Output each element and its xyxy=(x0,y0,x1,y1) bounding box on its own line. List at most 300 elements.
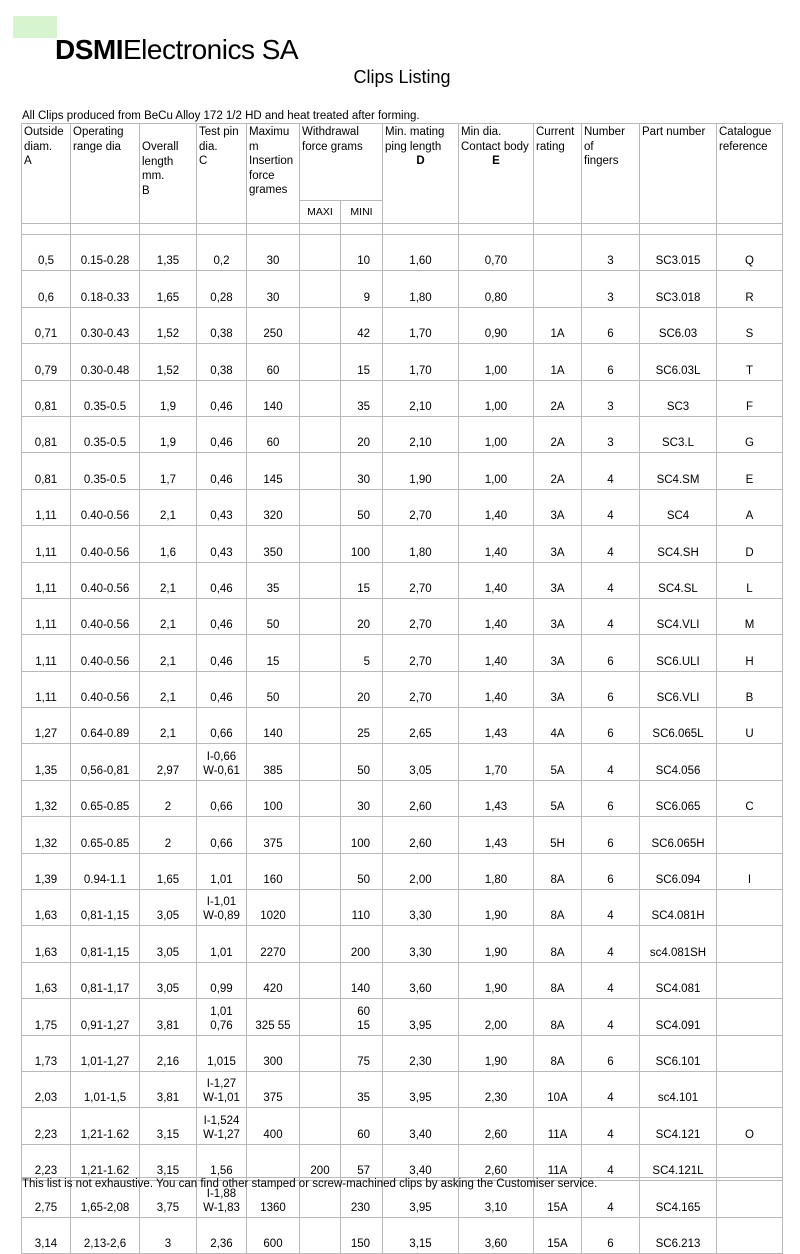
cell-overall-length: 3,05 xyxy=(140,926,197,962)
cell-outside-diam: 1,35 xyxy=(22,744,71,780)
cell-contact-body: 1,43 xyxy=(459,708,534,744)
cell-part-number: SC6.03 xyxy=(640,307,717,343)
cell-catalogue-reference: M xyxy=(717,598,783,634)
cell-contact-body: 1,90 xyxy=(459,926,534,962)
header-test-pin: Test pin dia. C xyxy=(197,124,247,224)
cell-operating-range: 0.40-0.56 xyxy=(71,562,140,598)
cell-withdrawal-mini: 30 xyxy=(341,453,383,489)
header-insertion-force: Maximu m Insertion force grames xyxy=(247,124,300,224)
cell-operating-range: 0.30-0.48 xyxy=(71,344,140,380)
cell-current-rating: 8A xyxy=(534,999,582,1035)
cell-withdrawal-maxi xyxy=(300,416,341,452)
cell-catalogue-reference xyxy=(717,999,783,1035)
cell-catalogue-reference: C xyxy=(717,780,783,816)
cell-insertion-force: 50 xyxy=(247,598,300,634)
cell-operating-range: 0.94-1.1 xyxy=(71,853,140,889)
cell-insertion-force: 600 xyxy=(247,1217,300,1253)
cell-catalogue-reference: A xyxy=(717,489,783,525)
cell-mating-length: 1,60 xyxy=(383,235,459,271)
cell-operating-range: 0,56-0,81 xyxy=(71,744,140,780)
cell-mating-length: 2,00 xyxy=(383,853,459,889)
cell-overall-length: 1,65 xyxy=(140,853,197,889)
cell-insertion-force: 375 xyxy=(247,1071,300,1107)
table-row xyxy=(22,307,783,343)
table-row xyxy=(22,1144,783,1180)
cell-test-pin-dia: 2,36 xyxy=(197,1217,247,1253)
cell-part-number: SC4.VLI xyxy=(640,598,717,634)
cell-catalogue-reference xyxy=(717,744,783,780)
cell-contact-body: 0,80 xyxy=(459,271,534,307)
cell-operating-range: 0.40-0.56 xyxy=(71,526,140,562)
cell-operating-range: 0.15-0.28 xyxy=(71,235,140,271)
cell-mating-length: 2,60 xyxy=(383,780,459,816)
cell-overall-length: 2 xyxy=(140,817,197,853)
cell-fingers: 6 xyxy=(582,708,640,744)
table-row xyxy=(22,1217,783,1253)
cell-part-number: SC6.094 xyxy=(640,853,717,889)
table-row xyxy=(22,344,783,380)
cell-catalogue-reference: O xyxy=(717,1108,783,1144)
cell-outside-diam: 1,32 xyxy=(22,780,71,816)
cell-part-number: SC3.018 xyxy=(640,271,717,307)
cell-withdrawal-mini: 200 xyxy=(341,926,383,962)
cell-insertion-force: 160 xyxy=(247,853,300,889)
cell-insertion-force: 15 xyxy=(247,635,300,671)
cell-part-number: SC4.165 xyxy=(640,1181,717,1217)
cell-mating-length: 3,40 xyxy=(383,1108,459,1144)
table-row xyxy=(22,416,783,452)
cell-overall-length: 3,15 xyxy=(140,1144,197,1180)
cell-insertion-force: 400 xyxy=(247,1108,300,1144)
table-row xyxy=(22,271,783,307)
cell-overall-length: 1,9 xyxy=(140,416,197,452)
cell-catalogue-reference xyxy=(717,1217,783,1253)
table-row xyxy=(22,562,783,598)
header-mating-lines: Min. mating ping length xyxy=(385,126,445,153)
cell-current-rating: 3A xyxy=(534,526,582,562)
header-current-rating: Current rating xyxy=(534,124,582,224)
table-row xyxy=(22,635,783,671)
cell-catalogue-reference: F xyxy=(717,380,783,416)
cell-outside-diam: 1,63 xyxy=(22,890,71,926)
cell-insertion-force: 100 xyxy=(247,780,300,816)
cell-contact-body: 1,40 xyxy=(459,562,534,598)
cell-current-rating: 8A xyxy=(534,926,582,962)
cell-outside-diam: 1,73 xyxy=(22,1035,71,1071)
cell-fingers: 4 xyxy=(582,744,640,780)
cell-contact-body: 1,43 xyxy=(459,780,534,816)
cell-contact-body: 1,80 xyxy=(459,853,534,889)
cell-test-pin-dia: I-0,66 W-0,61 xyxy=(197,744,247,780)
header-withdrawal-force: Withdrawal force grams xyxy=(300,124,383,201)
cell-test-pin-dia: 0,66 xyxy=(197,817,247,853)
cell-fingers: 6 xyxy=(582,1217,640,1253)
cell-overall-length: 1,65 xyxy=(140,271,197,307)
cell-contact-body: 1,40 xyxy=(459,671,534,707)
cell-contact-body: 0,70 xyxy=(459,235,534,271)
cell-overall-length: 2 xyxy=(140,780,197,816)
cell-outside-diam: 0,81 xyxy=(22,380,71,416)
cell-operating-range: 0.40-0.56 xyxy=(71,598,140,634)
cell-catalogue-reference xyxy=(717,926,783,962)
cell-withdrawal-maxi xyxy=(300,235,341,271)
header-mini: MINI xyxy=(341,201,383,224)
logo-accent-block xyxy=(13,16,57,38)
cell-catalogue-reference xyxy=(717,962,783,998)
cell-operating-range: 0.40-0.56 xyxy=(71,635,140,671)
cell-overall-length: 2,1 xyxy=(140,562,197,598)
cell-withdrawal-maxi xyxy=(300,1071,341,1107)
cell-test-pin-dia: 0,38 xyxy=(197,307,247,343)
cell-outside-diam: 1,11 xyxy=(22,635,71,671)
cell-contact-body: 2,00 xyxy=(459,999,534,1035)
cell-mating-length: 3,30 xyxy=(383,926,459,962)
cell-mating-length: 3,30 xyxy=(383,890,459,926)
table-row xyxy=(22,744,783,780)
cell-test-pin-dia: 0,43 xyxy=(197,489,247,525)
cell-part-number: SC6.VLI xyxy=(640,671,717,707)
table-row xyxy=(22,235,783,271)
cell-operating-range: 0.35-0.5 xyxy=(71,416,140,452)
header-contact-body xyxy=(459,124,534,224)
cell-withdrawal-maxi xyxy=(300,635,341,671)
cell-mating-length: 2,70 xyxy=(383,635,459,671)
cell-fingers: 6 xyxy=(582,344,640,380)
cell-insertion-force: 2270 xyxy=(247,926,300,962)
cell-fingers: 4 xyxy=(582,962,640,998)
cell-withdrawal-mini: 75 xyxy=(341,1035,383,1071)
cell-overall-length: 3,15 xyxy=(140,1108,197,1144)
table-row xyxy=(22,890,783,926)
cell-operating-range: 0,81-1,17 xyxy=(71,962,140,998)
cell-fingers: 4 xyxy=(582,1108,640,1144)
cell-overall-length: 2,1 xyxy=(140,635,197,671)
cell-withdrawal-mini: 10 xyxy=(341,235,383,271)
cell-current-rating: 8A xyxy=(534,962,582,998)
table-row xyxy=(22,489,783,525)
cell-contact-body: 2,60 xyxy=(459,1144,534,1180)
cell-contact-body: 1,90 xyxy=(459,1035,534,1071)
cell-operating-range: 1,65-2,08 xyxy=(71,1181,140,1217)
cell-current-rating: 5H xyxy=(534,817,582,853)
cell-part-number: SC4.091 xyxy=(640,999,717,1035)
cell-fingers: 4 xyxy=(582,526,640,562)
cell-fingers: 4 xyxy=(582,1071,640,1107)
cell-withdrawal-mini: 140 xyxy=(341,962,383,998)
cell-fingers: 6 xyxy=(582,635,640,671)
cell-test-pin-dia: 1,01 xyxy=(197,926,247,962)
cell-contact-body: 1,00 xyxy=(459,416,534,452)
table-row xyxy=(22,999,783,1035)
header-outside-diam: Outside diam. A xyxy=(22,124,71,224)
cell-withdrawal-maxi xyxy=(300,453,341,489)
cell-outside-diam: 0,81 xyxy=(22,453,71,489)
cell-catalogue-reference: U xyxy=(717,708,783,744)
cell-mating-length: 2,10 xyxy=(383,416,459,452)
cell-test-pin-dia: 0,99 xyxy=(197,962,247,998)
cell-test-pin-dia: 0,66 xyxy=(197,780,247,816)
cell-catalogue-reference xyxy=(717,1071,783,1107)
cell-insertion-force: 140 xyxy=(247,380,300,416)
cell-operating-range: 0.65-0.85 xyxy=(71,780,140,816)
cell-contact-body: 1,40 xyxy=(459,526,534,562)
cell-current-rating: 3A xyxy=(534,562,582,598)
table-row xyxy=(22,708,783,744)
cell-withdrawal-mini: 150 xyxy=(341,1217,383,1253)
cell-outside-diam: 1,63 xyxy=(22,926,71,962)
cell-catalogue-reference xyxy=(717,817,783,853)
cell-test-pin-dia: 0,46 xyxy=(197,671,247,707)
cell-catalogue-reference: H xyxy=(717,635,783,671)
cell-test-pin-dia: 0,46 xyxy=(197,380,247,416)
cell-current-rating: 8A xyxy=(534,890,582,926)
clips-table-body xyxy=(22,224,783,1254)
cell-test-pin-dia: 0,46 xyxy=(197,562,247,598)
cell-mating-length: 2,70 xyxy=(383,671,459,707)
header-fingers: Number of fingers xyxy=(582,124,640,224)
cell-contact-body: 1,90 xyxy=(459,962,534,998)
cell-outside-diam: 1,11 xyxy=(22,562,71,598)
cell-insertion-force: 60 xyxy=(247,416,300,452)
footer-note: This list is not exhaustive. You can find other stamped or screw-machined clips by asking the Customiser service. xyxy=(21,1177,783,1190)
cell-part-number: SC6.03L xyxy=(640,344,717,380)
cell-current-rating: 2A xyxy=(534,380,582,416)
cell-fingers: 6 xyxy=(582,817,640,853)
cell-operating-range: 0.65-0.85 xyxy=(71,817,140,853)
header-operating-range: Operating range dia xyxy=(71,124,140,224)
logo-light-text: Electronics SA xyxy=(123,34,299,65)
cell-catalogue-reference: T xyxy=(717,344,783,380)
cell-withdrawal-maxi: 200 xyxy=(300,1144,341,1180)
cell-mating-length: 2,60 xyxy=(383,817,459,853)
cell-overall-length: 3,81 xyxy=(140,999,197,1035)
cell-outside-diam: 1,11 xyxy=(22,671,71,707)
cell-insertion-force: 60 xyxy=(247,344,300,380)
cell-current-rating: 8A xyxy=(534,853,582,889)
cell-fingers: 3 xyxy=(582,271,640,307)
cell-part-number: SC6.101 xyxy=(640,1035,717,1071)
cell-insertion-force: 1360 xyxy=(247,1181,300,1217)
cell-fingers: 4 xyxy=(582,562,640,598)
cell-part-number: SC6.213 xyxy=(640,1217,717,1253)
cell-operating-range: 1,01-1,27 xyxy=(71,1035,140,1071)
cell-mating-length: 3,95 xyxy=(383,999,459,1035)
cell-current-rating xyxy=(534,235,582,271)
cell-outside-diam: 1,75 xyxy=(22,999,71,1035)
cell-operating-range: 0.30-0.43 xyxy=(71,307,140,343)
cell-test-pin-dia: 0,43 xyxy=(197,526,247,562)
cell-outside-diam: 0,71 xyxy=(22,307,71,343)
cell-part-number: SC4 xyxy=(640,489,717,525)
cell-contact-body: 1,40 xyxy=(459,489,534,525)
table-row xyxy=(22,380,783,416)
cell-part-number: SC4.121L xyxy=(640,1144,717,1180)
cell-fingers: 4 xyxy=(582,453,640,489)
cell-insertion-force: 325 55 xyxy=(247,999,300,1035)
cell-outside-diam: 1,39 xyxy=(22,853,71,889)
cell-catalogue-reference: E xyxy=(717,453,783,489)
cell-mating-length: 3,60 xyxy=(383,962,459,998)
header-contact-letter: E xyxy=(492,155,500,168)
cell-current-rating: 3A xyxy=(534,489,582,525)
cell-insertion-force: 385 xyxy=(247,744,300,780)
header-overall-length: Overall length mm. B xyxy=(140,124,197,224)
cell-overall-length: 2,1 xyxy=(140,708,197,744)
cell-part-number: SC4.081H xyxy=(640,890,717,926)
cell-withdrawal-maxi xyxy=(300,962,341,998)
cell-catalogue-reference: S xyxy=(717,307,783,343)
cell-fingers: 4 xyxy=(582,489,640,525)
cell-mating-length: 2,30 xyxy=(383,1035,459,1071)
cell-part-number: SC4.SH xyxy=(640,526,717,562)
cell-fingers: 3 xyxy=(582,380,640,416)
cell-withdrawal-maxi xyxy=(300,1217,341,1253)
cell-insertion-force: 30 xyxy=(247,235,300,271)
cell-withdrawal-mini: 57 xyxy=(341,1144,383,1180)
cell-insertion-force: 35 xyxy=(247,562,300,598)
cell-withdrawal-maxi xyxy=(300,380,341,416)
cell-catalogue-reference xyxy=(717,1144,783,1180)
cell-contact-body: 0,90 xyxy=(459,307,534,343)
cell-withdrawal-mini: 20 xyxy=(341,671,383,707)
cell-test-pin-dia: 1,01 0,76 xyxy=(197,999,247,1035)
cell-outside-diam: 2,75 xyxy=(22,1181,71,1217)
cell-operating-range: 0.40-0.56 xyxy=(71,489,140,525)
cell-withdrawal-mini: 230 xyxy=(341,1181,383,1217)
cell-test-pin-dia: I-1,524 W-1,27 xyxy=(197,1108,247,1144)
cell-withdrawal-maxi xyxy=(300,562,341,598)
header-maxi: MAXI xyxy=(300,201,341,224)
cell-operating-range: 1,01-1,5 xyxy=(71,1071,140,1107)
cell-fingers: 3 xyxy=(582,416,640,452)
cell-catalogue-reference: B xyxy=(717,671,783,707)
header-contact-lines: Min dia. Contact body xyxy=(461,126,529,153)
cell-catalogue-reference: D xyxy=(717,526,783,562)
header-mating-length xyxy=(383,124,459,224)
cell-withdrawal-maxi xyxy=(300,526,341,562)
cell-part-number: sc4.101 xyxy=(640,1071,717,1107)
cell-withdrawal-mini: 42 xyxy=(341,307,383,343)
cell-fingers: 3 xyxy=(582,235,640,271)
cell-operating-range: 1,21-1.62 xyxy=(71,1144,140,1180)
cell-withdrawal-maxi xyxy=(300,344,341,380)
cell-current-rating xyxy=(534,271,582,307)
table-row xyxy=(22,671,783,707)
cell-current-rating: 5A xyxy=(534,744,582,780)
cell-catalogue-reference xyxy=(717,1035,783,1071)
cell-insertion-force xyxy=(247,1144,300,1180)
cell-mating-length: 1,80 xyxy=(383,271,459,307)
cell-mating-length: 2,65 xyxy=(383,708,459,744)
cell-current-rating: 10A xyxy=(534,1071,582,1107)
cell-overall-length: 1,35 xyxy=(140,235,197,271)
cell-outside-diam: 0,6 xyxy=(22,271,71,307)
cell-outside-diam: 1,11 xyxy=(22,489,71,525)
cell-withdrawal-maxi xyxy=(300,598,341,634)
cell-withdrawal-mini: 25 xyxy=(341,708,383,744)
cell-contact-body: 1,00 xyxy=(459,344,534,380)
table-row xyxy=(22,1108,783,1144)
cell-operating-range: 2,13-2,6 xyxy=(71,1217,140,1253)
cell-contact-body: 3,10 xyxy=(459,1181,534,1217)
cell-operating-range: 0.35-0.5 xyxy=(71,453,140,489)
cell-catalogue-reference: R xyxy=(717,271,783,307)
cell-mating-length: 1,90 xyxy=(383,453,459,489)
cell-mating-length: 2,70 xyxy=(383,598,459,634)
page-title: Clips Listing xyxy=(353,67,451,87)
table-row xyxy=(22,926,783,962)
cell-catalogue-reference: L xyxy=(717,562,783,598)
cell-overall-length: 3,05 xyxy=(140,890,197,926)
cell-part-number: SC4.056 xyxy=(640,744,717,780)
table-row xyxy=(22,817,783,853)
cell-fingers: 4 xyxy=(582,999,640,1035)
cell-part-number: SC6.ULI xyxy=(640,635,717,671)
cell-withdrawal-mini: 50 xyxy=(341,489,383,525)
cell-current-rating: 1A xyxy=(534,344,582,380)
cell-outside-diam: 2,23 xyxy=(22,1108,71,1144)
cell-test-pin-dia: I-1,27 W-1,01 xyxy=(197,1071,247,1107)
cell-outside-diam: 0,79 xyxy=(22,344,71,380)
cell-overall-length: 3,05 xyxy=(140,962,197,998)
cell-outside-diam: 0,81 xyxy=(22,416,71,452)
cell-test-pin-dia: 0,46 xyxy=(197,598,247,634)
cell-current-rating: 2A xyxy=(534,416,582,452)
cell-operating-range: 0,91-1,27 xyxy=(71,999,140,1035)
cell-test-pin-dia: 1,01 xyxy=(197,853,247,889)
cell-overall-length: 3,81 xyxy=(140,1071,197,1107)
cell-mating-length: 1,70 xyxy=(383,307,459,343)
header-mating-letter: D xyxy=(416,155,425,168)
cell-overall-length: 1,52 xyxy=(140,344,197,380)
cell-fingers: 4 xyxy=(582,926,640,962)
cell-operating-range: 0.35-0.5 xyxy=(71,380,140,416)
cell-withdrawal-maxi xyxy=(300,671,341,707)
cell-fingers: 6 xyxy=(582,1035,640,1071)
table-row xyxy=(22,1035,783,1071)
cell-part-number: SC4.SM xyxy=(640,453,717,489)
cell-catalogue-reference xyxy=(717,890,783,926)
cell-test-pin-dia: 0,46 xyxy=(197,453,247,489)
cell-contact-body: 1,70 xyxy=(459,744,534,780)
cell-overall-length: 1,6 xyxy=(140,526,197,562)
cell-fingers: 4 xyxy=(582,1144,640,1180)
cell-part-number: SC3.L xyxy=(640,416,717,452)
cell-insertion-force: 300 xyxy=(247,1035,300,1071)
cell-fingers: 4 xyxy=(582,890,640,926)
cell-current-rating: 8A xyxy=(534,1035,582,1071)
cell-withdrawal-maxi xyxy=(300,853,341,889)
table-row xyxy=(22,853,783,889)
cell-test-pin-dia: 0,2 xyxy=(197,235,247,271)
cell-contact-body: 1,40 xyxy=(459,635,534,671)
cell-contact-body: 1,00 xyxy=(459,453,534,489)
cell-current-rating: 3A xyxy=(534,598,582,634)
cell-operating-range: 0.18-0.33 xyxy=(71,271,140,307)
cell-insertion-force: 350 xyxy=(247,526,300,562)
cell-current-rating: 4A xyxy=(534,708,582,744)
intro-text: All Clips produced from BeCu Alloy 172 1/2 HD and heat treated after forming. xyxy=(22,110,420,122)
cell-insertion-force: 145 xyxy=(247,453,300,489)
cell-mating-length: 2,70 xyxy=(383,489,459,525)
cell-mating-length: 3,40 xyxy=(383,1144,459,1180)
cell-withdrawal-mini: 9 xyxy=(341,271,383,307)
cell-outside-diam: 3,14 xyxy=(22,1217,71,1253)
cell-part-number: SC4.081 xyxy=(640,962,717,998)
cell-withdrawal-mini: 20 xyxy=(341,416,383,452)
cell-overall-length: 1,52 xyxy=(140,307,197,343)
cell-part-number: SC6.065 xyxy=(640,780,717,816)
